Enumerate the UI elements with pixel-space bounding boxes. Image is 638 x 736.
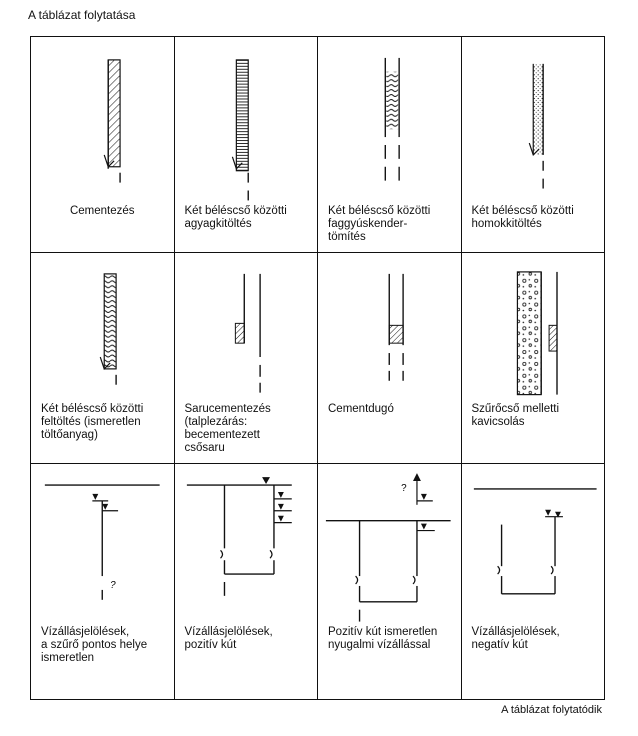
- legend-cell-gravel-pack: [461, 253, 605, 464]
- legend-cell-cement-plug: [318, 253, 462, 464]
- cell-label: Két béléscső közötti homokkitöltés: [471, 205, 574, 230]
- cementing-symbol: [31, 37, 174, 252]
- water-level-positive-well-symbol: [175, 464, 318, 699]
- bottom-caption: A táblázat folytatódik: [501, 704, 602, 716]
- legend-cell-water-level-positive-well: [174, 464, 318, 700]
- cement-plug-symbol: [318, 253, 461, 463]
- legend-cell-hemp-seal: [318, 37, 462, 253]
- legend-cell-shoe-cementing: [174, 253, 318, 464]
- cell-label: Két béléscső közötti agyagkitöltés: [184, 205, 287, 230]
- legend-cell-cementing: [31, 37, 175, 253]
- gravel-pack-symbol: [462, 253, 605, 463]
- cell-label: Két béléscső közötti faggyúskender- tömítés: [328, 205, 431, 243]
- water-level-negative-well-symbol: [462, 464, 605, 699]
- cell-label: Pozitív kút ismeretlen nyugalmi vízállással: [328, 626, 438, 651]
- legend-cell-water-level-negative-well: [461, 464, 605, 700]
- positive-well-unknown-static-symbol: [318, 464, 461, 699]
- cell-label: Cementdugó: [328, 403, 394, 415]
- cell-label: Vízállásjelölések, negatív kút: [471, 626, 560, 651]
- cell-label: Cementezés: [69, 205, 135, 217]
- question-mark: ?: [401, 482, 407, 494]
- legend-cell-clay-fill: [174, 37, 318, 253]
- legend-cell-positive-well-unknown-static: [318, 464, 462, 700]
- top-caption: A táblázat folytatása: [28, 8, 136, 22]
- question-mark: ?: [110, 579, 116, 591]
- cell-label: Két béléscső közötti feltöltés (ismeretlen töltőanyag): [41, 403, 144, 441]
- symbol-legend-table: [30, 36, 605, 700]
- cell-label: Vízállásjelölések, pozitív kút: [184, 626, 273, 651]
- legend-cell-sand-fill: [461, 37, 605, 253]
- cell-label: Sarucementezés (talplezárás: becementezett csősaru: [184, 403, 271, 454]
- legend-cell-unknown-fill: [31, 253, 175, 464]
- legend-cell-water-level-unknown-screen: [31, 464, 175, 700]
- cell-label: Vízállásjelölések, a szűrő pontos helye ismeretlen: [41, 626, 148, 664]
- cell-label: Szűrőcső melletti kavicsolás: [471, 403, 560, 428]
